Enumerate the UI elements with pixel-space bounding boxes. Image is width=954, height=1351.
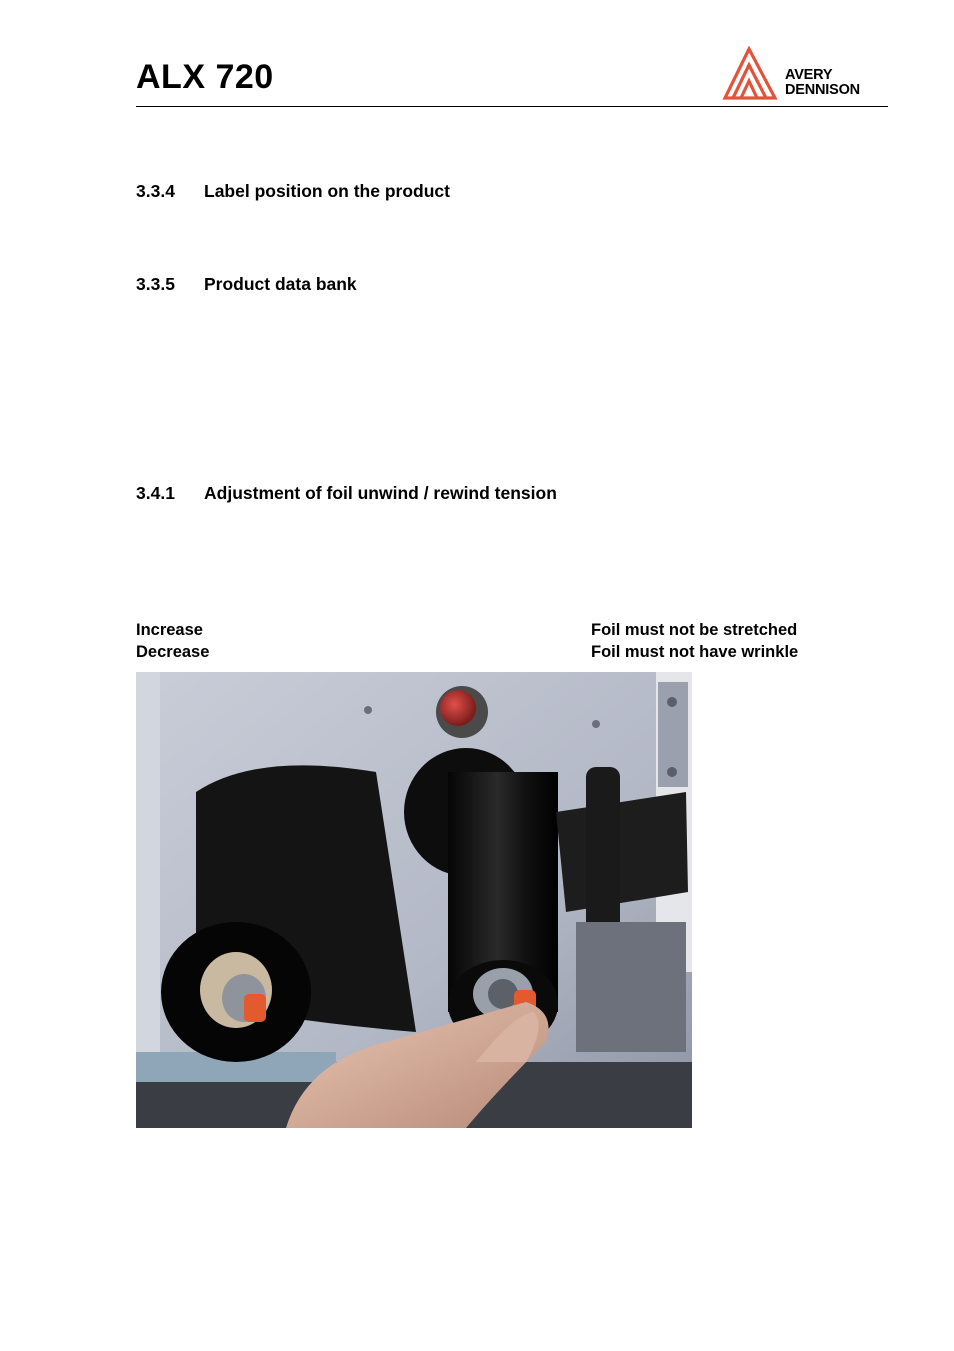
section-number: 3.4.1	[136, 483, 175, 503]
section-title: Adjustment of foil unwind / rewind tension	[204, 483, 557, 503]
foil-tension-illustration	[136, 672, 692, 1128]
header-divider	[136, 106, 888, 107]
foil-tension-photo	[136, 672, 692, 1128]
label-foil-not-stretched: Foil must not be stretched	[591, 621, 798, 639]
logo-wordmark	[785, 68, 860, 98]
section-number: 3.3.5	[136, 274, 175, 294]
document-title: ALX 720	[136, 58, 274, 96]
logo-line-1: AVERY	[785, 67, 833, 83]
section-number: 3.3.4	[136, 181, 175, 201]
section-title: Product data bank	[204, 274, 357, 294]
logo-mark-icon	[722, 46, 782, 102]
label-increase: Increase	[136, 621, 203, 639]
section-title: Label position on the product	[204, 181, 450, 201]
section-heading-3-3-5	[136, 276, 357, 294]
section-heading-3-4-1	[136, 485, 557, 503]
label-decrease: Decrease	[136, 643, 210, 661]
section-heading-3-3-4	[136, 183, 450, 201]
logo-line-2: DENNISON	[785, 82, 860, 98]
label-foil-no-wrinkle: Foil must not have wrinkle	[591, 643, 799, 661]
